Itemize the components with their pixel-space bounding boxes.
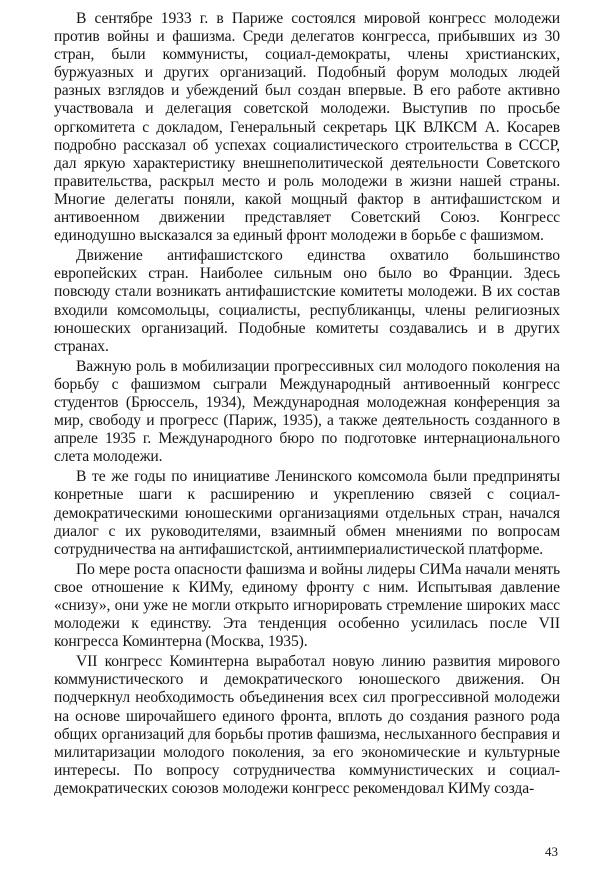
paragraph: В сентябре 1933 г. в Париже состоялся мировой конгресс молодежи против войны и фашизма. Среди делегатов конгресса, прибывших из 30 стран, были коммунисты, социал-демократы, члены христианских, буржуазных и других организаций. Подобный форум молодых людей разных взглядов и убеждений был создан впервые. В его работе активно участвовала и делегация советской молодежи. Выступив по просьбе оргкомитета с докладом, Генеральный секретарь ЦК ВЛКСМ А. Косарев подробно рассказал об успехах социалистического строительства в СССР, дал яркую характеристику внешнеполитической деятельности Советского правительства, раскрыл место и роль молодежи в жизни нашей страны. Многие делегаты поняли, какой мощный фактор в антифашистском и антивоенном движении представляет Советский Союз. Конгресс единодушно высказался за единый фронт молодежи в борьбе с фашизмом.	[54, 10, 560, 245]
paragraph: По мере роста опасности фашизма и войны лидеры СИМа начали менять свое отношение к КИМу, единому фронту с ним. Испытывая давление «снизу», они уже не могли открыто игнорировать стремление широких масс молодежи к единству. Эта тенденция особенно усилилась после VII конгресса Коминтерна (Москва, 1935).	[54, 560, 560, 651]
body-text	[54, 10, 560, 798]
page-number: 43	[545, 844, 558, 859]
paragraph: Движение антифашистского единства охватило большинство европейских стран. Наиболее сильным оно было во Франции. Здесь повсюду стали возникать антифашистские комитеты молодежи. В их состав входили комсомольцы, социалисты, республиканцы, члены религиозных юношеских организаций. Подобные комитеты создавались и в других странах.	[54, 247, 560, 355]
paragraph: В те же годы по инициативе Ленинского комсомола были предприняты конретные шаги к расширению и укреплению связей с социал-демократическими юношескими организациями отдельных стран, начался диалог с их руководителями, взаимный обмен мнениями по вопросам сотрудничества на антифашистской, антиимпериалистической платформе.	[54, 468, 560, 558]
paragraph: Важную роль в мобилизации прогрессивных сил молодого поколения на борьбу с фашизмом сыграли Международный антивоенный конгресс студентов (Брюссель, 1934), Международная молодежная конференция за мир, свободу и прогресс (Париж, 1935), а также деятельность созданного в апреле 1935 г. Международного бюро по подготовке интернационального слета молодежи.	[54, 357, 560, 466]
paragraph: VII конгресс Коминтерна выработал новую линию развития мирового коммунистического и демократического юношеского движения. Он подчеркнул необходимость объединения всех сил прогрессивной молодежи на основе широчайшего единого фронта, вплоть до создания разного рода общих организаций для борьбы против фашизма, неслыханного бесправия и милитаризации молодого поколения, за его экономические и культурные интересы. По вопросу сотрудничества коммунистических и социал-демократических союзов молодежи конгресс рекомендовал КИМу созда-	[54, 653, 560, 797]
